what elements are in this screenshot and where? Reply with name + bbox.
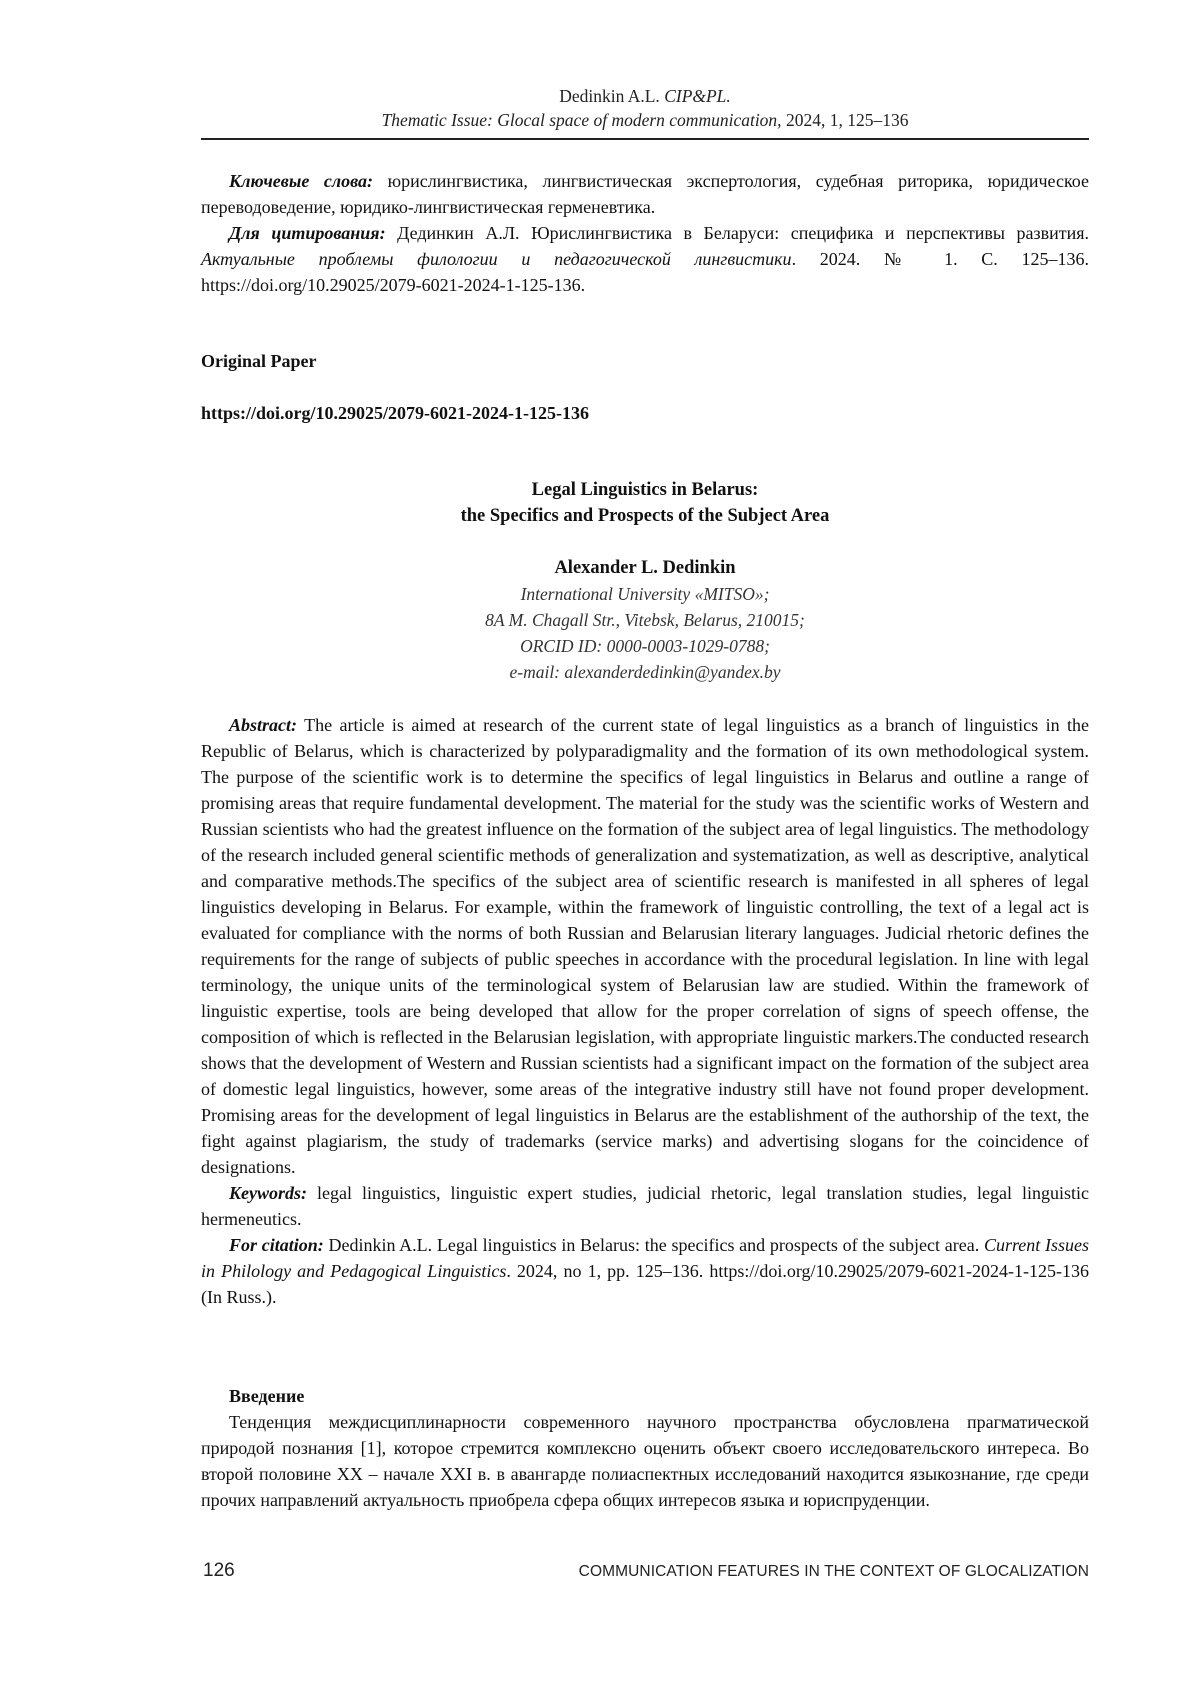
- header-line-2: Thematic Issue: Glocal space of modern communication, 2024, 1, 125–136: [381, 110, 909, 130]
- citation: For citation: Dedinkin A.L. Legal linguistics in Belarus: the specifics and prospects of the subject area. Current Issues in Philology and Pedagogical Linguistics. 2024, no 1, pp. 125–136. https://doi.org/10.29025/2079-6021-2024-1-125-136 (In Russ.).: [201, 1235, 1089, 1307]
- title-line-2: the Specifics and Prospects of the Subject Area: [460, 506, 830, 526]
- ru-citation: Для цитирования: Дединкин А.Л. Юрислингвистика в Беларуси: специфика и перспективы развития. Актуальные проблемы филологии и педагогической лингвистики. 2024. № 1. С. 125–136. https://doi.org/10.29025/2079-6021-2024-1-125-136.: [201, 223, 1089, 295]
- title-line-1: Legal Linguistics in Belarus:: [531, 480, 759, 500]
- intro-heading: Введение: [229, 1386, 305, 1406]
- page-number: 126: [203, 1560, 235, 1581]
- paper-type: Original Paper: [201, 351, 317, 371]
- keywords: Keywords: legal linguistics, linguistic expert studies, judicial rhetoric, legal translation studies, legal linguistic hermeneutics.: [201, 1183, 1089, 1229]
- section-title: COMMUNICATION FEATURES IN THE CONTEXT OF GLOCALIZATION: [578, 1563, 1089, 1580]
- header-rule: [201, 138, 1089, 140]
- author-address: 8A M. Chagall Str., Vitebsk, Belarus, 210015;: [485, 610, 805, 630]
- author-name: Alexander L. Dedinkin: [554, 558, 736, 578]
- article-title: [201, 477, 1089, 529]
- abstract: Abstract: The article is aimed at research of the current state of legal linguistics as a branch of linguistics in the Republic of Belarus, which is characterized by polyparadigmality and the formation of its own methodological system. The purpose of the scientific work is to determine the specifics of legal linguistics in Belarus and outline a range of promising areas that require fundamental development. The material for the study was the scientific works of Western and Russian scientists who had the greatest influence on the formation of the subject area of legal linguistics. The methodology of the research included general scientific methods of generalization and systematization, as well as descriptive, analytical and comparative methods.The specifics of the subject area of scientific research is manifested in all spheres of legal linguistics developing in Belarus. For example, within the framework of linguistic controlling, the text of a legal act is evaluated for compliance with the norms of both Russian and Belarusian literary languages. Judicial rhetoric defines the requirements for the range of subjects of public speeches in accordance with the procedural legislation. In line with legal terminology, the unique units of the terminological system of Belarusian law are studied. Within the framework of linguistic expertise, tools are being developed that allow for the proper correlation of signs of speech offense, the composition of which is reflected in the Belarusian legislation, with appropriate linguistic markers.The conducted research shows that the development of Western and Russian scientists had a significant impact on the formation of the subject area of domestic legal linguistics, however, some areas of the integrative industry still have not found proper development. Promising areas for the development of legal linguistics in Belarus are the establishment of the authorship of the text, the fight against plagiarism, the study of trademarks (service marks) and advertising slogans for the coincidence of designations.: [201, 715, 1089, 1177]
- intro-paragraph: Тенденция междисциплинарности современного научного пространства обусловлена прагматической природой познания [1], которое стремится комплексно оценить объект своего исследовательского интереса. Во второй половине XX – начале XXI в. в авангарде полиаспектных исследований находится языкознание, где среди прочих направлений актуальность приобрела сфера общих интересов языка и юриспруденции.: [201, 1412, 1089, 1510]
- author-orcid: ORCID ID: 0000-0003-1029-0788;: [520, 636, 770, 656]
- introduction: [201, 1383, 1089, 1513]
- header-line-1: Dedinkin A.L. CIP&PL.: [559, 86, 731, 106]
- author-block: [201, 555, 1089, 685]
- author-email[interactable]: e-mail: alexanderdedinkin@yandex.by: [509, 662, 781, 682]
- doi-link[interactable]: https://doi.org/10.29025/2079-6021-2024-1-125-136: [201, 403, 589, 423]
- ru-keywords: Ключевые слова: юрислингвистика, лингвистическая экспертология, судебная риторика, юридическое переводоведение, юридико-лингвистическая герменевтика.: [201, 171, 1089, 217]
- russian-metadata: [201, 168, 1089, 298]
- running-header: [201, 84, 1089, 132]
- english-abstract-block: [201, 712, 1089, 1310]
- author-affiliation: International University «MITSO»;: [520, 584, 770, 604]
